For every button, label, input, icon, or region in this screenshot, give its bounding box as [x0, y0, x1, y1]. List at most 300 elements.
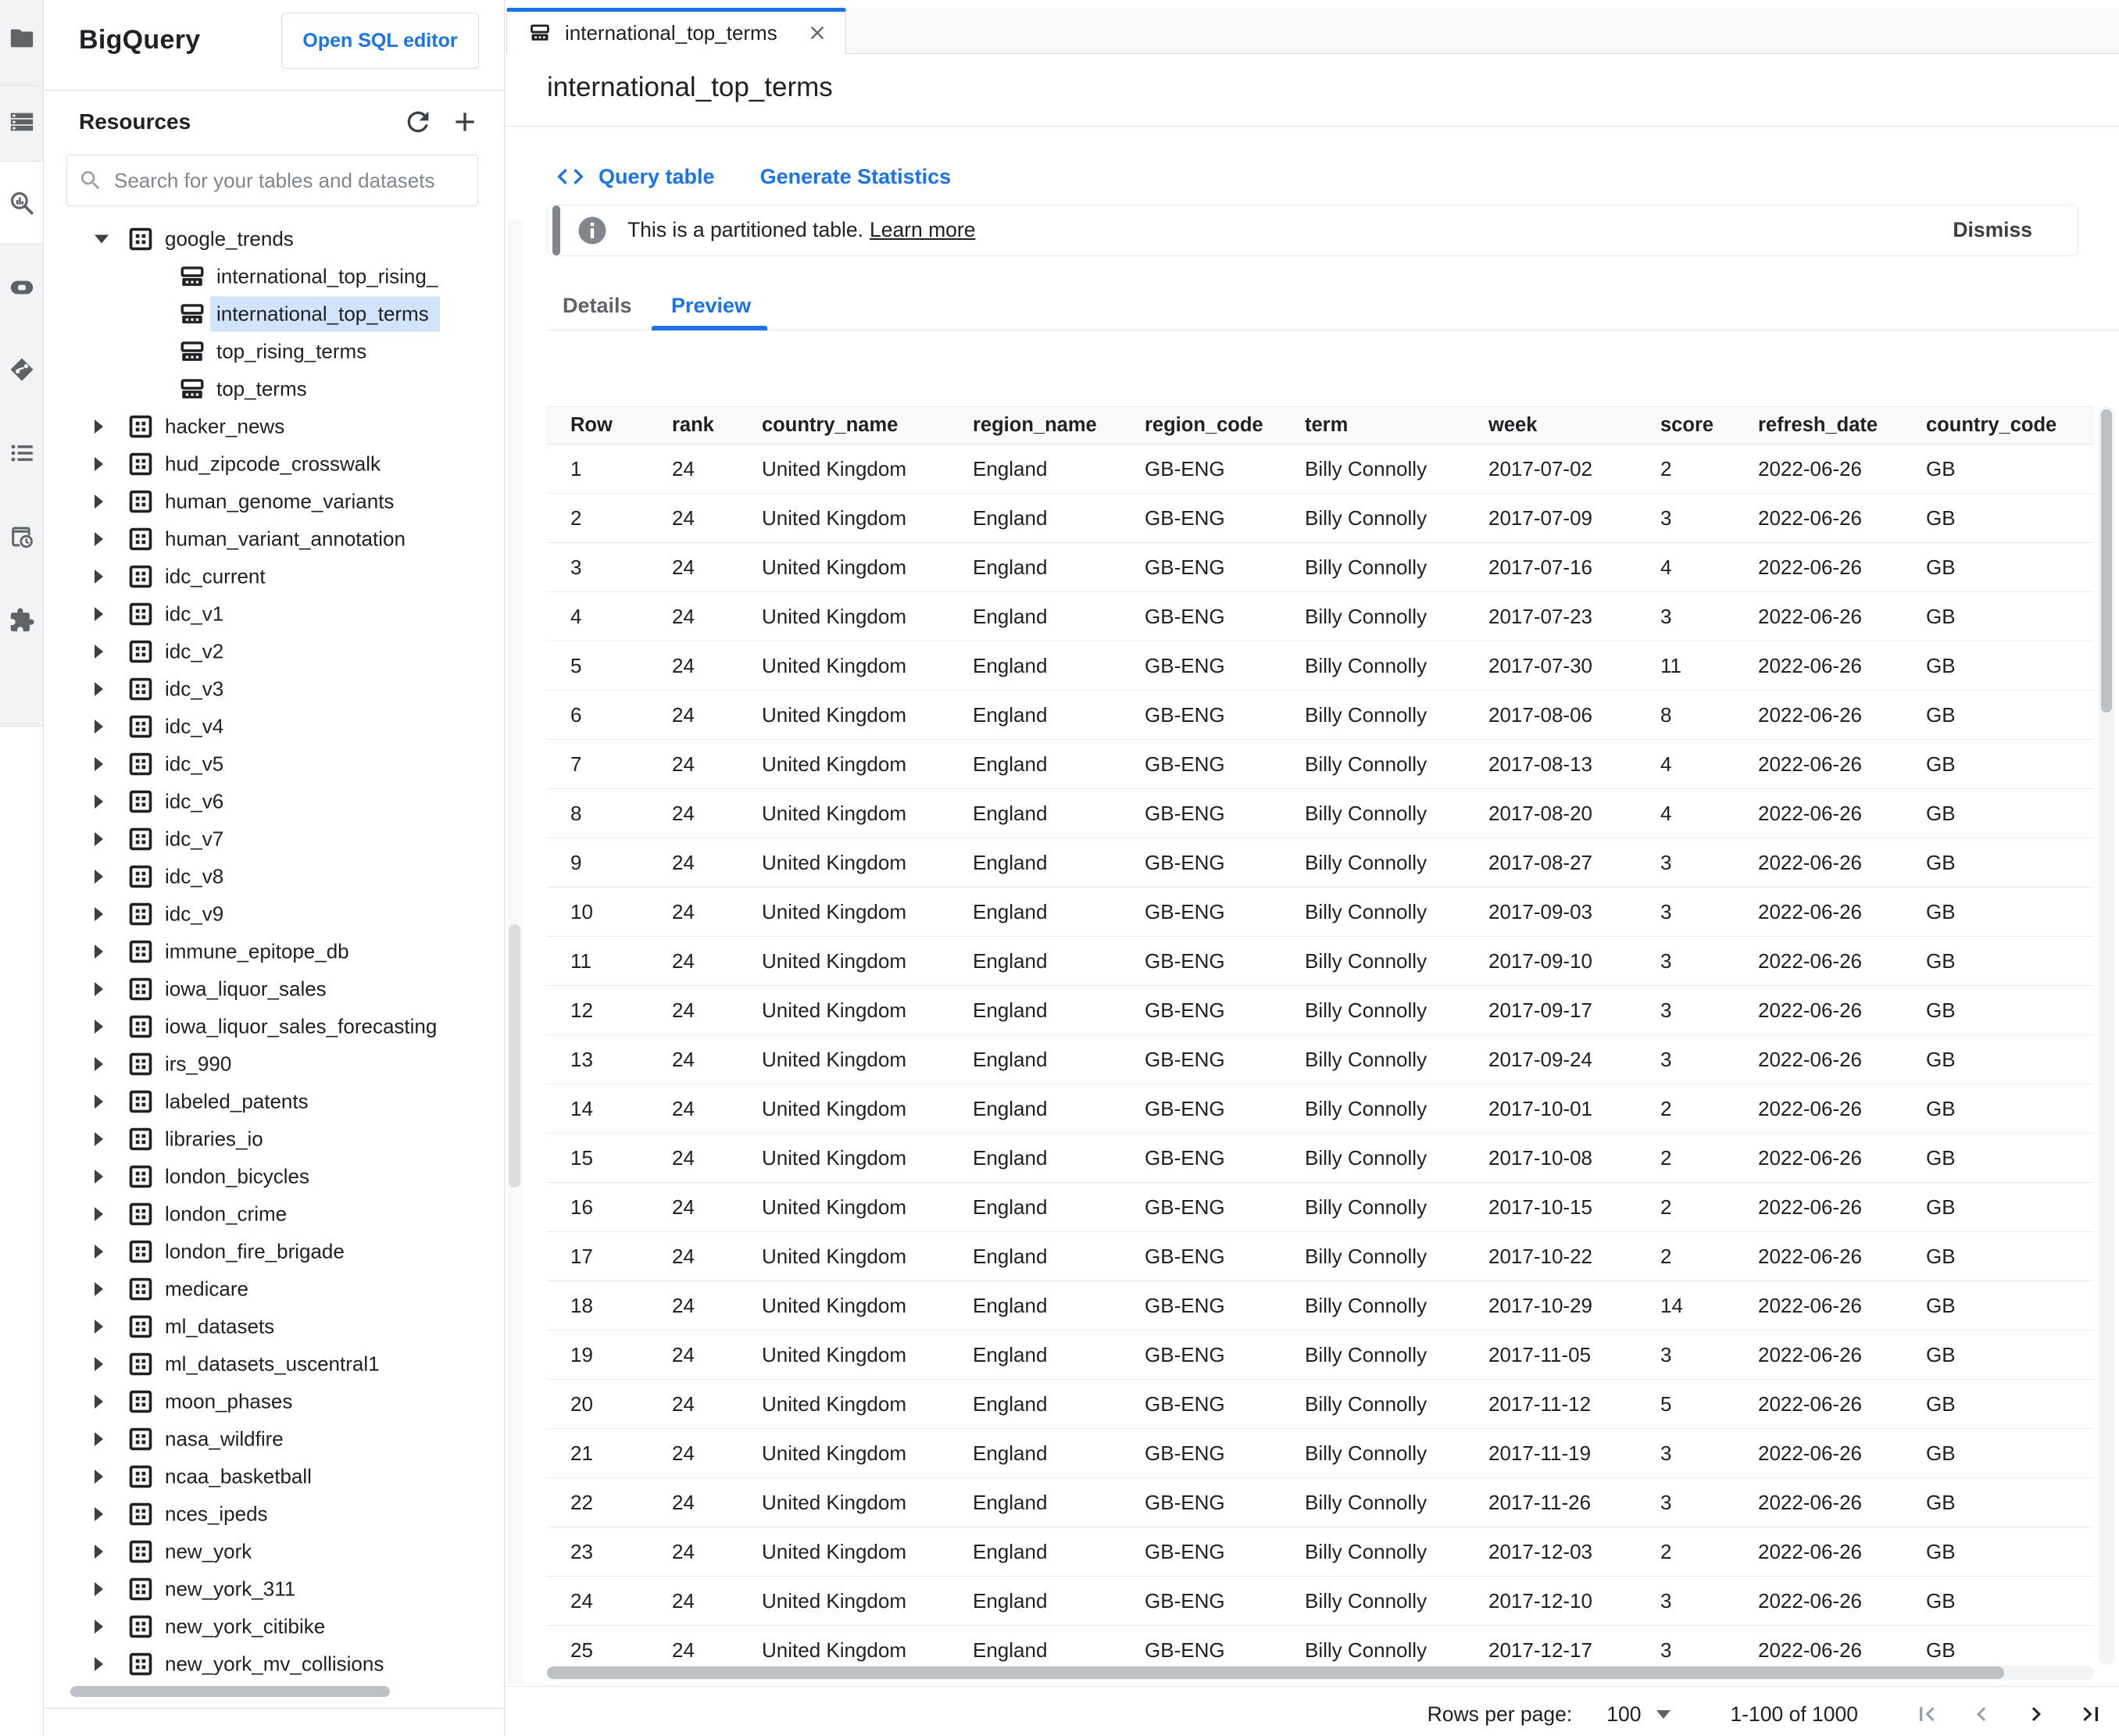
table-cell: United Kingdom: [762, 494, 973, 543]
column-header-Row: Row: [547, 407, 672, 445]
tree-item-irs_990[interactable]: [45, 1045, 479, 1083]
tree-item-ml_datasets[interactable]: [45, 1308, 479, 1345]
table-vertical-scrollbar[interactable]: [2099, 406, 2114, 1665]
tree-item-idc_v8[interactable]: [45, 858, 479, 895]
table-cell: 3: [1660, 1478, 1758, 1527]
tree-item-london_fire_brigade[interactable]: [45, 1233, 479, 1270]
tree-item-label: new_york_citibike: [165, 1614, 326, 1638]
table-actions: [555, 158, 951, 195]
table-cell: United Kingdom: [762, 1281, 973, 1331]
tree-item-label: top_rising_terms: [216, 339, 367, 363]
table-cell: 16: [547, 1183, 672, 1232]
table-cell: 24: [672, 1134, 762, 1183]
dataform-icon[interactable]: [9, 356, 35, 383]
table-row[interactable]: [547, 1084, 2094, 1134]
table-cell: 24: [547, 1577, 672, 1626]
table-cell: Billy Connolly: [1305, 1134, 1488, 1183]
caret-right-icon[interactable]: [95, 532, 103, 546]
chevron-down-icon: [1656, 1710, 1671, 1719]
caret-right-icon[interactable]: [95, 420, 103, 434]
caret-right-icon[interactable]: [95, 720, 103, 734]
caret-right-icon[interactable]: [95, 495, 103, 509]
caret-right-icon[interactable]: [95, 1432, 103, 1446]
table-cell: 24: [672, 1035, 762, 1084]
column-header-week: week: [1488, 407, 1660, 445]
table-cell: England: [973, 888, 1145, 937]
tree-item-label: medicare: [165, 1277, 248, 1301]
table-row[interactable]: [547, 592, 2094, 641]
tree-item-new_york_mv_collisions[interactable]: [45, 1645, 479, 1683]
tree-item-label: top_terms: [216, 377, 307, 401]
table-cell: Billy Connolly: [1305, 937, 1488, 986]
caret-right-icon[interactable]: [95, 1132, 103, 1146]
tree-item-label: international_top_terms: [210, 297, 440, 332]
tree-item-label: idc_current: [165, 564, 266, 588]
active-tab-underline: [652, 326, 767, 330]
table-cell: 2017-10-22: [1488, 1232, 1660, 1281]
banner-message-text: This is a partitioned table.: [627, 218, 863, 241]
tab-preview[interactable]: Preview: [671, 294, 752, 317]
table-cell: GB-ENG: [1145, 888, 1305, 937]
table-cell: 2022-06-26: [1758, 1183, 1926, 1232]
table-cell: 24: [672, 1478, 762, 1527]
tree-item-label: london_crime: [165, 1202, 288, 1226]
table-cell: Billy Connolly: [1305, 888, 1488, 937]
table-cell: GB: [1926, 1626, 2094, 1666]
tree-item-label: idc_v5: [165, 752, 224, 776]
scheduled-queries-icon[interactable]: [9, 524, 35, 551]
table-cell: England: [973, 543, 1145, 592]
table-cell: 17: [547, 1232, 672, 1281]
table-cell: 24: [672, 838, 762, 888]
table-cell: Billy Connolly: [1305, 1626, 1488, 1666]
table-cell: England: [973, 1281, 1145, 1331]
table-cell: 2022-06-26: [1758, 937, 1926, 986]
pagination-nav: [1886, 1700, 2105, 1728]
table-cell: 24: [672, 1577, 762, 1626]
column-header-score: score: [1660, 407, 1758, 445]
column-header-term: term: [1305, 407, 1488, 445]
caret-right-icon[interactable]: [95, 795, 103, 809]
table-cell: United Kingdom: [762, 986, 973, 1035]
caret-right-icon[interactable]: [95, 1095, 103, 1109]
tree-item-labeled_patents[interactable]: [45, 1083, 479, 1120]
table-cell: England: [973, 789, 1145, 838]
table-cell: 2022-06-26: [1758, 1331, 1926, 1380]
table-cell: England: [973, 1035, 1145, 1084]
table-cell: Billy Connolly: [1305, 1478, 1488, 1527]
next-page-icon[interactable]: [2022, 1700, 2050, 1728]
table-cell: United Kingdom: [762, 1527, 973, 1577]
column-header-rank: rank: [672, 407, 762, 445]
table-cell: Billy Connolly: [1305, 592, 1488, 641]
resources-search: [66, 155, 478, 206]
add-data-icon[interactable]: [449, 106, 481, 138]
search-analytics-icon[interactable]: [9, 190, 35, 216]
table-cell: GB: [1926, 592, 2094, 641]
table-cell: 5: [547, 641, 672, 691]
table-row[interactable]: [547, 740, 2094, 789]
table-cell: GB-ENG: [1145, 740, 1305, 789]
dataset-icon: [127, 1313, 154, 1340]
table-row[interactable]: [547, 888, 2094, 937]
tree-item-label: iowa_liquor_sales: [165, 977, 327, 1001]
caret-right-icon[interactable]: [95, 1020, 103, 1034]
caret-right-icon[interactable]: [95, 1507, 103, 1521]
table-cell: England: [973, 1232, 1145, 1281]
column-header-country_code: country_code: [1926, 407, 2094, 445]
job-history-icon[interactable]: [9, 109, 35, 135]
table-cell: Billy Connolly: [1305, 789, 1488, 838]
table-cell: England: [973, 937, 1145, 986]
table-cell: 4: [1660, 789, 1758, 838]
table-cell: England: [973, 1478, 1145, 1527]
caret-right-icon[interactable]: [95, 457, 103, 471]
table-vertical-scrollbar-thumb[interactable]: [2101, 409, 2112, 713]
table-cell: GB: [1926, 937, 2094, 986]
dataset-icon: [127, 938, 154, 965]
dataset-icon: [127, 451, 154, 477]
table-cell: 3: [1660, 1577, 1758, 1626]
table-cell: GB-ENG: [1145, 445, 1305, 494]
table-cell: GB-ENG: [1145, 592, 1305, 641]
tree-item-label: idc_v9: [165, 902, 224, 926]
caret-right-icon[interactable]: [95, 1657, 103, 1671]
table-cell: England: [973, 740, 1145, 789]
table-row[interactable]: [547, 1527, 2094, 1577]
dataset-icon: [127, 1201, 154, 1227]
close-icon[interactable]: [806, 22, 828, 44]
refresh-icon[interactable]: [402, 106, 434, 138]
dataset-icon: [127, 1388, 154, 1415]
table-row[interactable]: [547, 937, 2094, 986]
tree-item-international_top_terms[interactable]: [45, 295, 479, 333]
caret-right-icon[interactable]: [95, 945, 103, 959]
table-cell: 3: [1660, 1035, 1758, 1084]
table-cell: 21: [547, 1429, 672, 1478]
table-row[interactable]: [547, 1183, 2094, 1232]
table-cell: GB-ENG: [1145, 1281, 1305, 1331]
table-cell: England: [973, 592, 1145, 641]
table-cell: GB: [1926, 1035, 2094, 1084]
table-cell: Billy Connolly: [1305, 1331, 1488, 1380]
table-cell: 2022-06-26: [1758, 888, 1926, 937]
table-cell: England: [973, 1527, 1145, 1577]
tree-item-top_terms[interactable]: [45, 370, 479, 408]
table-cell: 2022-06-26: [1758, 986, 1926, 1035]
table-horizontal-scrollbar[interactable]: [547, 1666, 2094, 1680]
dataset-icon: [127, 601, 154, 627]
dataset-icon: [127, 1501, 154, 1527]
table-row[interactable]: [547, 1134, 2094, 1183]
table-cell: 2: [1660, 445, 1758, 494]
tree-item-hud_zipcode_crosswalk[interactable]: [45, 445, 479, 483]
tree-item-new_york[interactable]: [45, 1533, 479, 1570]
list-icon[interactable]: [9, 440, 35, 466]
table-cell: England: [973, 1183, 1145, 1232]
tree-item-new_york_311[interactable]: [45, 1570, 479, 1608]
caret-right-icon[interactable]: [95, 1470, 103, 1484]
table-cell: Billy Connolly: [1305, 1577, 1488, 1626]
table-cell: 18: [547, 1281, 672, 1331]
table-row[interactable]: [547, 1331, 2094, 1380]
app-title: BigQuery: [79, 25, 201, 55]
table-row[interactable]: [547, 1035, 2094, 1084]
table-cell: GB: [1926, 1084, 2094, 1134]
table-cell: GB-ENG: [1145, 1134, 1305, 1183]
tree-item-label: new_york_311: [165, 1577, 296, 1601]
caret-right-icon[interactable]: [95, 1282, 103, 1296]
table-cell: GB: [1926, 1134, 2094, 1183]
caret-right-icon[interactable]: [95, 1395, 103, 1409]
table-cell: 8: [547, 789, 672, 838]
dataset-icon: [127, 638, 154, 665]
table-cell: 2022-06-26: [1758, 691, 1926, 740]
tree-item-international_top_rising_[interactable]: [45, 258, 479, 295]
tree-item-top_rising_terms[interactable]: [45, 333, 479, 370]
table-row[interactable]: [547, 641, 2094, 691]
table-cell: United Kingdom: [762, 888, 973, 937]
table-cell: Billy Connolly: [1305, 1183, 1488, 1232]
table-cell: 9: [547, 838, 672, 888]
generate-statistics-button[interactable]: Generate Statistics: [759, 164, 952, 188]
table-cell: 2022-06-26: [1758, 1232, 1926, 1281]
table-cell: 24: [672, 691, 762, 740]
tree-item-ml_datasets_uscentral1[interactable]: [45, 1345, 479, 1383]
table-cell: 3: [1660, 937, 1758, 986]
table-row[interactable]: [547, 1281, 2094, 1331]
tree-item-nces_ipeds[interactable]: [45, 1495, 479, 1533]
tree-item-nasa_wildfire[interactable]: [45, 1420, 479, 1458]
tree-item-google_trends[interactable]: [45, 220, 479, 258]
caret-right-icon[interactable]: [95, 1320, 103, 1334]
caret-right-icon[interactable]: [95, 832, 103, 846]
rows-per-page-select[interactable]: [1606, 1702, 1671, 1727]
table-cell: England: [973, 691, 1145, 740]
table-row[interactable]: [547, 1380, 2094, 1429]
tab-details[interactable]: Details: [563, 294, 632, 317]
tree-item-label: idc_v8: [165, 864, 224, 888]
tree-item-idc_v6[interactable]: [45, 783, 479, 820]
tree-item-idc_current[interactable]: [45, 558, 479, 595]
tree-item-idc_v5[interactable]: [45, 745, 479, 783]
table-cell: 3: [1660, 838, 1758, 888]
tree-item-human_variant_annotation[interactable]: [45, 520, 479, 558]
table-icon: [179, 263, 205, 290]
caret-right-icon[interactable]: [95, 607, 103, 621]
tab-international-top-terms[interactable]: [506, 8, 846, 54]
tree-item-label: libraries_io: [165, 1127, 263, 1151]
table-cell: 2: [1660, 1527, 1758, 1577]
table-cell: England: [973, 445, 1145, 494]
caret-right-icon[interactable]: [95, 982, 103, 996]
caret-right-icon[interactable]: [95, 1620, 103, 1634]
dataset-icon: [127, 1463, 154, 1490]
tree-item-moon_phases[interactable]: [45, 1383, 479, 1420]
tree-item-label: idc_v4: [165, 714, 224, 738]
table-row[interactable]: [547, 543, 2094, 592]
table-cell: United Kingdom: [762, 592, 973, 641]
table-cell: 2017-10-15: [1488, 1183, 1660, 1232]
tree-item-iowa_liquor_sales_forecasting[interactable]: [45, 1008, 479, 1045]
table-row[interactable]: [547, 691, 2094, 740]
table-cell: 3: [1660, 592, 1758, 641]
table-cell: England: [973, 1084, 1145, 1134]
tree-item-libraries_io[interactable]: [45, 1120, 479, 1158]
rows-per-page-value: 100: [1606, 1702, 1642, 1726]
table-cell: GB: [1926, 494, 2094, 543]
footer-divider: [505, 1686, 2119, 1687]
table-cell: 2017-08-13: [1488, 740, 1660, 789]
tree-item-immune_epitope_db[interactable]: [45, 933, 479, 970]
table-cell: 24: [672, 1331, 762, 1380]
table-cell: 2: [1660, 1232, 1758, 1281]
sidebar-horizontal-scrollbar-thumb[interactable]: [70, 1686, 390, 1697]
table-cell: 24: [672, 1429, 762, 1478]
table-cell: England: [973, 1134, 1145, 1183]
tree-item-label: labeled_patents: [165, 1089, 309, 1113]
table-cell: 24: [672, 1183, 762, 1232]
table-cell: England: [973, 641, 1145, 691]
table-cell: 2022-06-26: [1758, 789, 1926, 838]
caret-down-icon[interactable]: [95, 235, 109, 244]
caret-right-icon[interactable]: [95, 682, 103, 696]
tree-item-london_bicycles[interactable]: [45, 1158, 479, 1195]
table-horizontal-scrollbar-thumb[interactable]: [547, 1666, 2004, 1679]
sidebar-vertical-scrollbar-thumb[interactable]: [509, 924, 520, 1188]
table-header-row: [547, 407, 2094, 445]
tree-item-ncaa_basketball[interactable]: [45, 1458, 479, 1495]
table-row[interactable]: [547, 445, 2094, 494]
dataset-icon: [127, 1238, 154, 1265]
tree-item-label: idc_v1: [165, 602, 224, 626]
rail-section: [0, 244, 43, 727]
code-icon: [555, 161, 586, 192]
caret-right-icon[interactable]: [95, 1357, 103, 1371]
table-cell: 2017-09-10: [1488, 937, 1660, 986]
caret-right-icon[interactable]: [95, 1207, 103, 1221]
caret-right-icon[interactable]: [95, 645, 103, 659]
table-row[interactable]: [547, 1626, 2094, 1666]
table-cell: GB-ENG: [1145, 1084, 1305, 1134]
dataset-icon: [127, 226, 154, 252]
table-cell: 2017-07-02: [1488, 445, 1660, 494]
dataset-icon: [127, 863, 154, 890]
table-cell: 2017-11-26: [1488, 1478, 1660, 1527]
table-cell: GB-ENG: [1145, 1478, 1305, 1527]
query-table-button[interactable]: Query table: [599, 164, 715, 188]
table-cell: England: [973, 1331, 1145, 1380]
table-cell: 4: [1660, 740, 1758, 789]
last-page-icon[interactable]: [2077, 1700, 2105, 1728]
tree-item-iowa_liquor_sales[interactable]: [45, 970, 479, 1008]
dismiss-button[interactable]: Dismiss: [1953, 218, 2032, 241]
learn-more-link[interactable]: Learn more: [869, 218, 976, 241]
table-cell: Billy Connolly: [1305, 1380, 1488, 1429]
caret-right-icon[interactable]: [95, 757, 103, 771]
table-cell: 20: [547, 1380, 672, 1429]
tab-strip: [846, 8, 2119, 54]
table-row[interactable]: [547, 1577, 2094, 1626]
tree-item-label: london_fire_brigade: [165, 1239, 345, 1263]
caret-right-icon[interactable]: [95, 1545, 103, 1559]
table-cell: GB-ENG: [1145, 1183, 1305, 1232]
tree-item-london_crime[interactable]: [45, 1195, 479, 1233]
banner-accent-bar: [552, 205, 560, 255]
table-cell: 8: [1660, 691, 1758, 740]
table-cell: GB: [1926, 789, 2094, 838]
dataset-icon: [127, 1126, 154, 1152]
tree-item-label: irs_990: [165, 1052, 232, 1076]
caret-right-icon[interactable]: [95, 570, 103, 584]
table-cell: 24: [672, 740, 762, 789]
table-row[interactable]: [547, 789, 2094, 838]
dataset-icon: [127, 1426, 154, 1452]
table-row[interactable]: [547, 1429, 2094, 1478]
info-icon: [576, 214, 609, 247]
caret-right-icon[interactable]: [95, 1057, 103, 1071]
tree-item-label: human_genome_variants: [165, 489, 395, 513]
tree-item-medicare[interactable]: [45, 1270, 479, 1308]
capsule-icon[interactable]: [9, 274, 35, 301]
tree-item-idc_v7[interactable]: [45, 820, 479, 858]
caret-right-icon[interactable]: [95, 1170, 103, 1184]
table-row[interactable]: [547, 986, 2094, 1035]
resources-heading: Resources: [79, 109, 191, 134]
tree-item-human_genome_variants[interactable]: [45, 483, 479, 520]
tree-item-label: idc_v3: [165, 677, 224, 701]
table-cell: 24: [672, 592, 762, 641]
table-cell: United Kingdom: [762, 740, 973, 789]
table-icon: [529, 22, 551, 44]
tree-item-idc_v3[interactable]: [45, 670, 479, 708]
tree-item-new_york_citibike[interactable]: [45, 1608, 479, 1645]
caret-right-icon[interactable]: [95, 1582, 103, 1596]
tree-item-label: ml_datasets: [165, 1314, 275, 1338]
table-cell: United Kingdom: [762, 691, 973, 740]
tree-item-label: google_trends: [165, 227, 294, 251]
table-cell: 23: [547, 1527, 672, 1577]
tree-item-idc_v4[interactable]: [45, 708, 479, 745]
table-row[interactable]: [547, 1232, 2094, 1281]
tree-item-hacker_news[interactable]: [45, 408, 479, 445]
tree-item-label: human_variant_annotation: [165, 527, 406, 551]
table-cell: 2022-06-26: [1758, 1134, 1926, 1183]
caret-right-icon[interactable]: [95, 907, 103, 921]
banner-message: [627, 218, 975, 242]
tree-item-label: nasa_wildfire: [165, 1427, 284, 1451]
extensions-icon[interactable]: [9, 607, 35, 634]
table-cell: GB: [1926, 1380, 2094, 1429]
caret-right-icon[interactable]: [95, 870, 103, 884]
table-cell: 2017-10-08: [1488, 1134, 1660, 1183]
open-sql-editor-button[interactable]: Open SQL editor: [281, 13, 479, 69]
table-cell: 2017-11-12: [1488, 1380, 1660, 1429]
table-row[interactable]: [547, 494, 2094, 543]
tree-item-idc_v2[interactable]: [45, 633, 479, 670]
tree-item-idc_v1[interactable]: [45, 595, 479, 633]
table-row[interactable]: [547, 1478, 2094, 1527]
tree-item-idc_v9[interactable]: [45, 895, 479, 933]
table-row[interactable]: [547, 838, 2094, 888]
caret-right-icon[interactable]: [95, 1245, 103, 1259]
search-input[interactable]: [114, 169, 466, 193]
dataset-icon: [127, 1613, 154, 1640]
table-cell: 3: [1660, 986, 1758, 1035]
table-cell: 3: [1660, 1429, 1758, 1478]
folder-icon[interactable]: [9, 25, 35, 52]
table-cell: 2017-08-06: [1488, 691, 1660, 740]
